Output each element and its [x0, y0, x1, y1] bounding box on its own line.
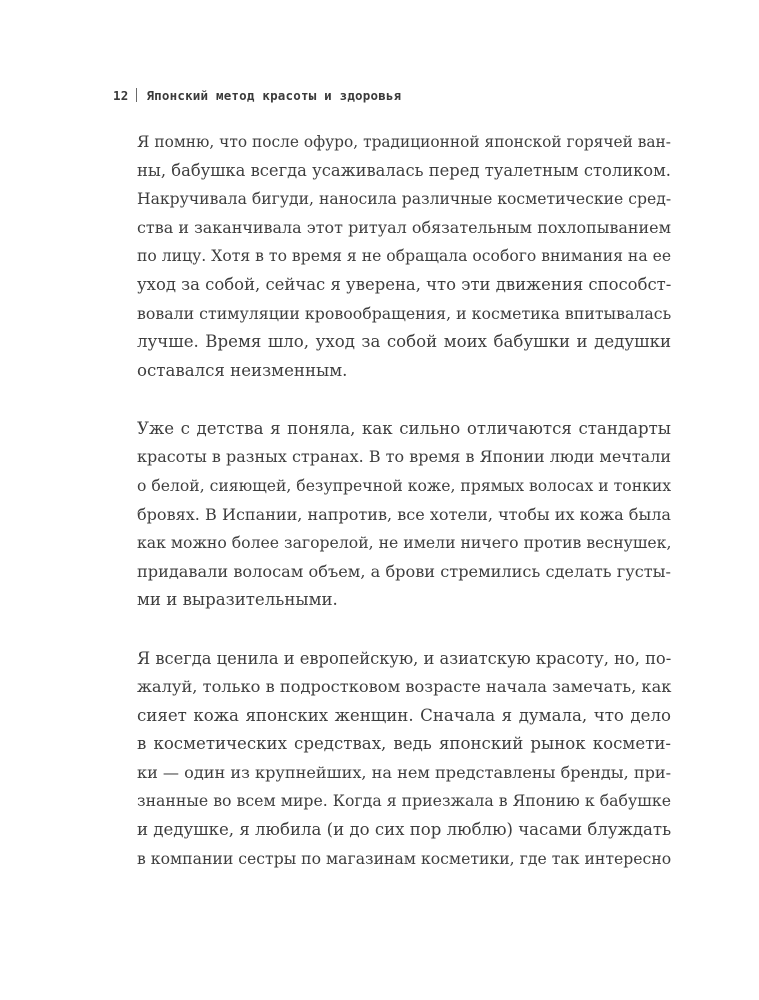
page-number: 12 — [113, 88, 129, 103]
paragraph-2 — [137, 415, 671, 615]
text-line: ства и заканчивала этот ритуал обязательным похлопыванием — [137, 217, 671, 237]
text-line: оставался неизменным. — [137, 360, 348, 380]
text-line: придавали волосам объем, а брови стремились сделать густы- — [137, 561, 671, 581]
text-line: знанные во всем мире. Когда я приезжала в Японию к бабушке — [137, 791, 671, 811]
running-head — [113, 88, 401, 104]
text-line: бровях. В Испании, напротив, все хотели, чтобы их кожа была — [137, 504, 671, 524]
text-line: по лицу. Хотя в то время я не обращала особого внимания на ее — [137, 247, 672, 266]
text-line: ки — один из крупнейших, на нем представлены бренды, при- — [137, 762, 672, 782]
text-line: лучше. Время шло, уход за собой моих бабушки и дедушки — [137, 332, 671, 352]
text-line: ны, бабушка всегда усаживалась перед туалетным столиком. — [137, 160, 671, 180]
text-line: в компании сестры по магазинам косметики, где так интересно — [137, 848, 672, 868]
text-line: ми и выразительными. — [137, 590, 338, 610]
text-line: о белой, сияющей, безупречной коже, прямых волосах и тонких — [137, 477, 672, 496]
text-line: сияет кожа японских женщин. Сначала я думала, что дело — [137, 705, 671, 725]
text-line: Я всегда ценила и европейскую, и азиатскую красоту, но, по- — [137, 648, 672, 668]
paragraph-3 — [137, 645, 671, 874]
text-line: вовали стимуляции кровообращения, и косметика впитывалась — [137, 303, 672, 323]
text-line: в косметических средствах, ведь японский рынок космети- — [137, 734, 671, 754]
text-line: и дедушке, я любила (и до сих пор люблю) часами блуждать — [137, 820, 672, 840]
text-line: красоты в разных странах. В то время в Японии люди мечтали — [137, 447, 671, 467]
text-line: Накручивала бигуди, наносила различные косметические сред- — [137, 190, 672, 209]
text-line: жалуй, только в подростковом возрасте начала замечать, как — [137, 677, 672, 697]
paragraph-1 — [137, 128, 671, 385]
body-text — [137, 128, 671, 903]
text-line: как можно более загорелой, не имели ничего против веснушек, — [137, 533, 672, 553]
text-line: Уже с детства я поняла, как сильно отличаются стандарты — [137, 418, 671, 438]
header-separator — [136, 88, 137, 102]
text-line: Я помню, что после офуро, традиционной японской горячей ван- — [137, 133, 671, 151]
text-line: уход за собой, сейчас я уверена, что эти движения способст- — [137, 274, 672, 294]
book-title: Японский метод красоты и здоровья — [146, 88, 402, 103]
